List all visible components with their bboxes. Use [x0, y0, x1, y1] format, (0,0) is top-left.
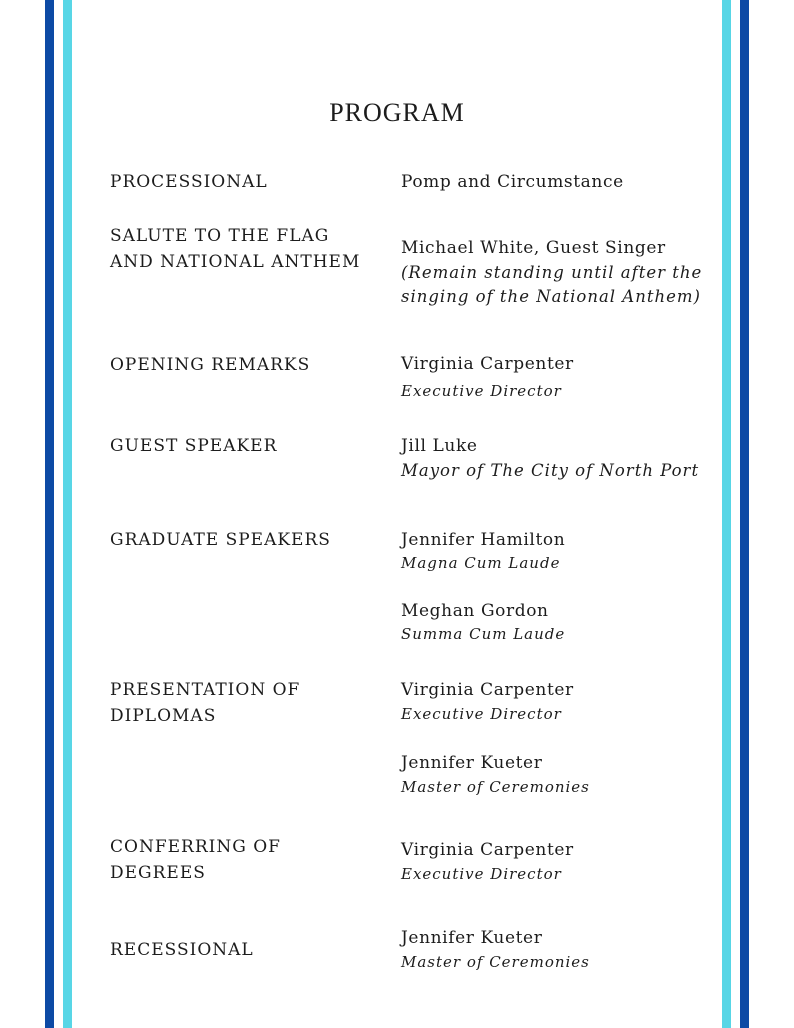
- graduate-speakers-label: GRADUATE SPEAKERS: [110, 530, 331, 550]
- salute-label-line1: SALUTE TO THE FLAG: [110, 226, 330, 246]
- presentation-label-line2: DIPLOMAS: [110, 706, 217, 726]
- graduate-speaker-name: Jennifer Hamilton: [401, 530, 566, 550]
- salute-label-line2: AND NATIONAL ANTHEM: [110, 252, 361, 272]
- conferring-label-line2: DEGREES: [110, 863, 206, 883]
- recessional-name: Jennifer Kueter: [401, 928, 543, 948]
- conferring-name: Virginia Carpenter: [401, 840, 574, 860]
- left-border-stripe-light: [63, 0, 72, 1028]
- presentation-person-name: Jennifer Kueter: [401, 753, 543, 773]
- graduate-speaker-role: Magna Cum Laude: [401, 554, 561, 572]
- opening-remarks-role: Executive Director: [401, 382, 562, 400]
- processional-label: PROCESSIONAL: [110, 172, 268, 192]
- presentation-person-role: Master of Ceremonies: [401, 778, 590, 796]
- presentation-person-name: Virginia Carpenter: [401, 680, 574, 700]
- graduate-speaker-name: Meghan Gordon: [401, 601, 549, 621]
- recessional-role: Master of Ceremonies: [401, 953, 590, 971]
- salute-name: Michael White, Guest Singer: [401, 238, 666, 258]
- graduate-speaker-role: Summa Cum Laude: [401, 625, 566, 643]
- left-border-stripe-dark: [45, 0, 54, 1028]
- guest-speaker-name: Jill Luke: [401, 436, 478, 456]
- guest-speaker-label: GUEST SPEAKER: [110, 436, 278, 456]
- recessional-label: RECESSIONAL: [110, 940, 254, 960]
- conferring-role: Executive Director: [401, 865, 562, 883]
- conferring-label-line1: CONFERRING OF: [110, 837, 281, 857]
- salute-note-line1: (Remain standing until after the: [401, 263, 703, 282]
- right-border-stripe-light: [722, 0, 731, 1028]
- right-border-stripe-dark: [740, 0, 749, 1028]
- guest-speaker-role: Mayor of The City of North Port: [401, 461, 700, 480]
- salute-note-line2: singing of the National Anthem): [401, 287, 701, 306]
- processional-name: Pomp and Circumstance: [401, 172, 624, 192]
- presentation-label-line1: PRESENTATION OF: [110, 680, 301, 700]
- opening-remarks-label: OPENING REMARKS: [110, 355, 311, 375]
- opening-remarks-name: Virginia Carpenter: [401, 354, 574, 374]
- page-title: PROGRAM: [329, 98, 465, 127]
- presentation-person-role: Executive Director: [401, 705, 562, 723]
